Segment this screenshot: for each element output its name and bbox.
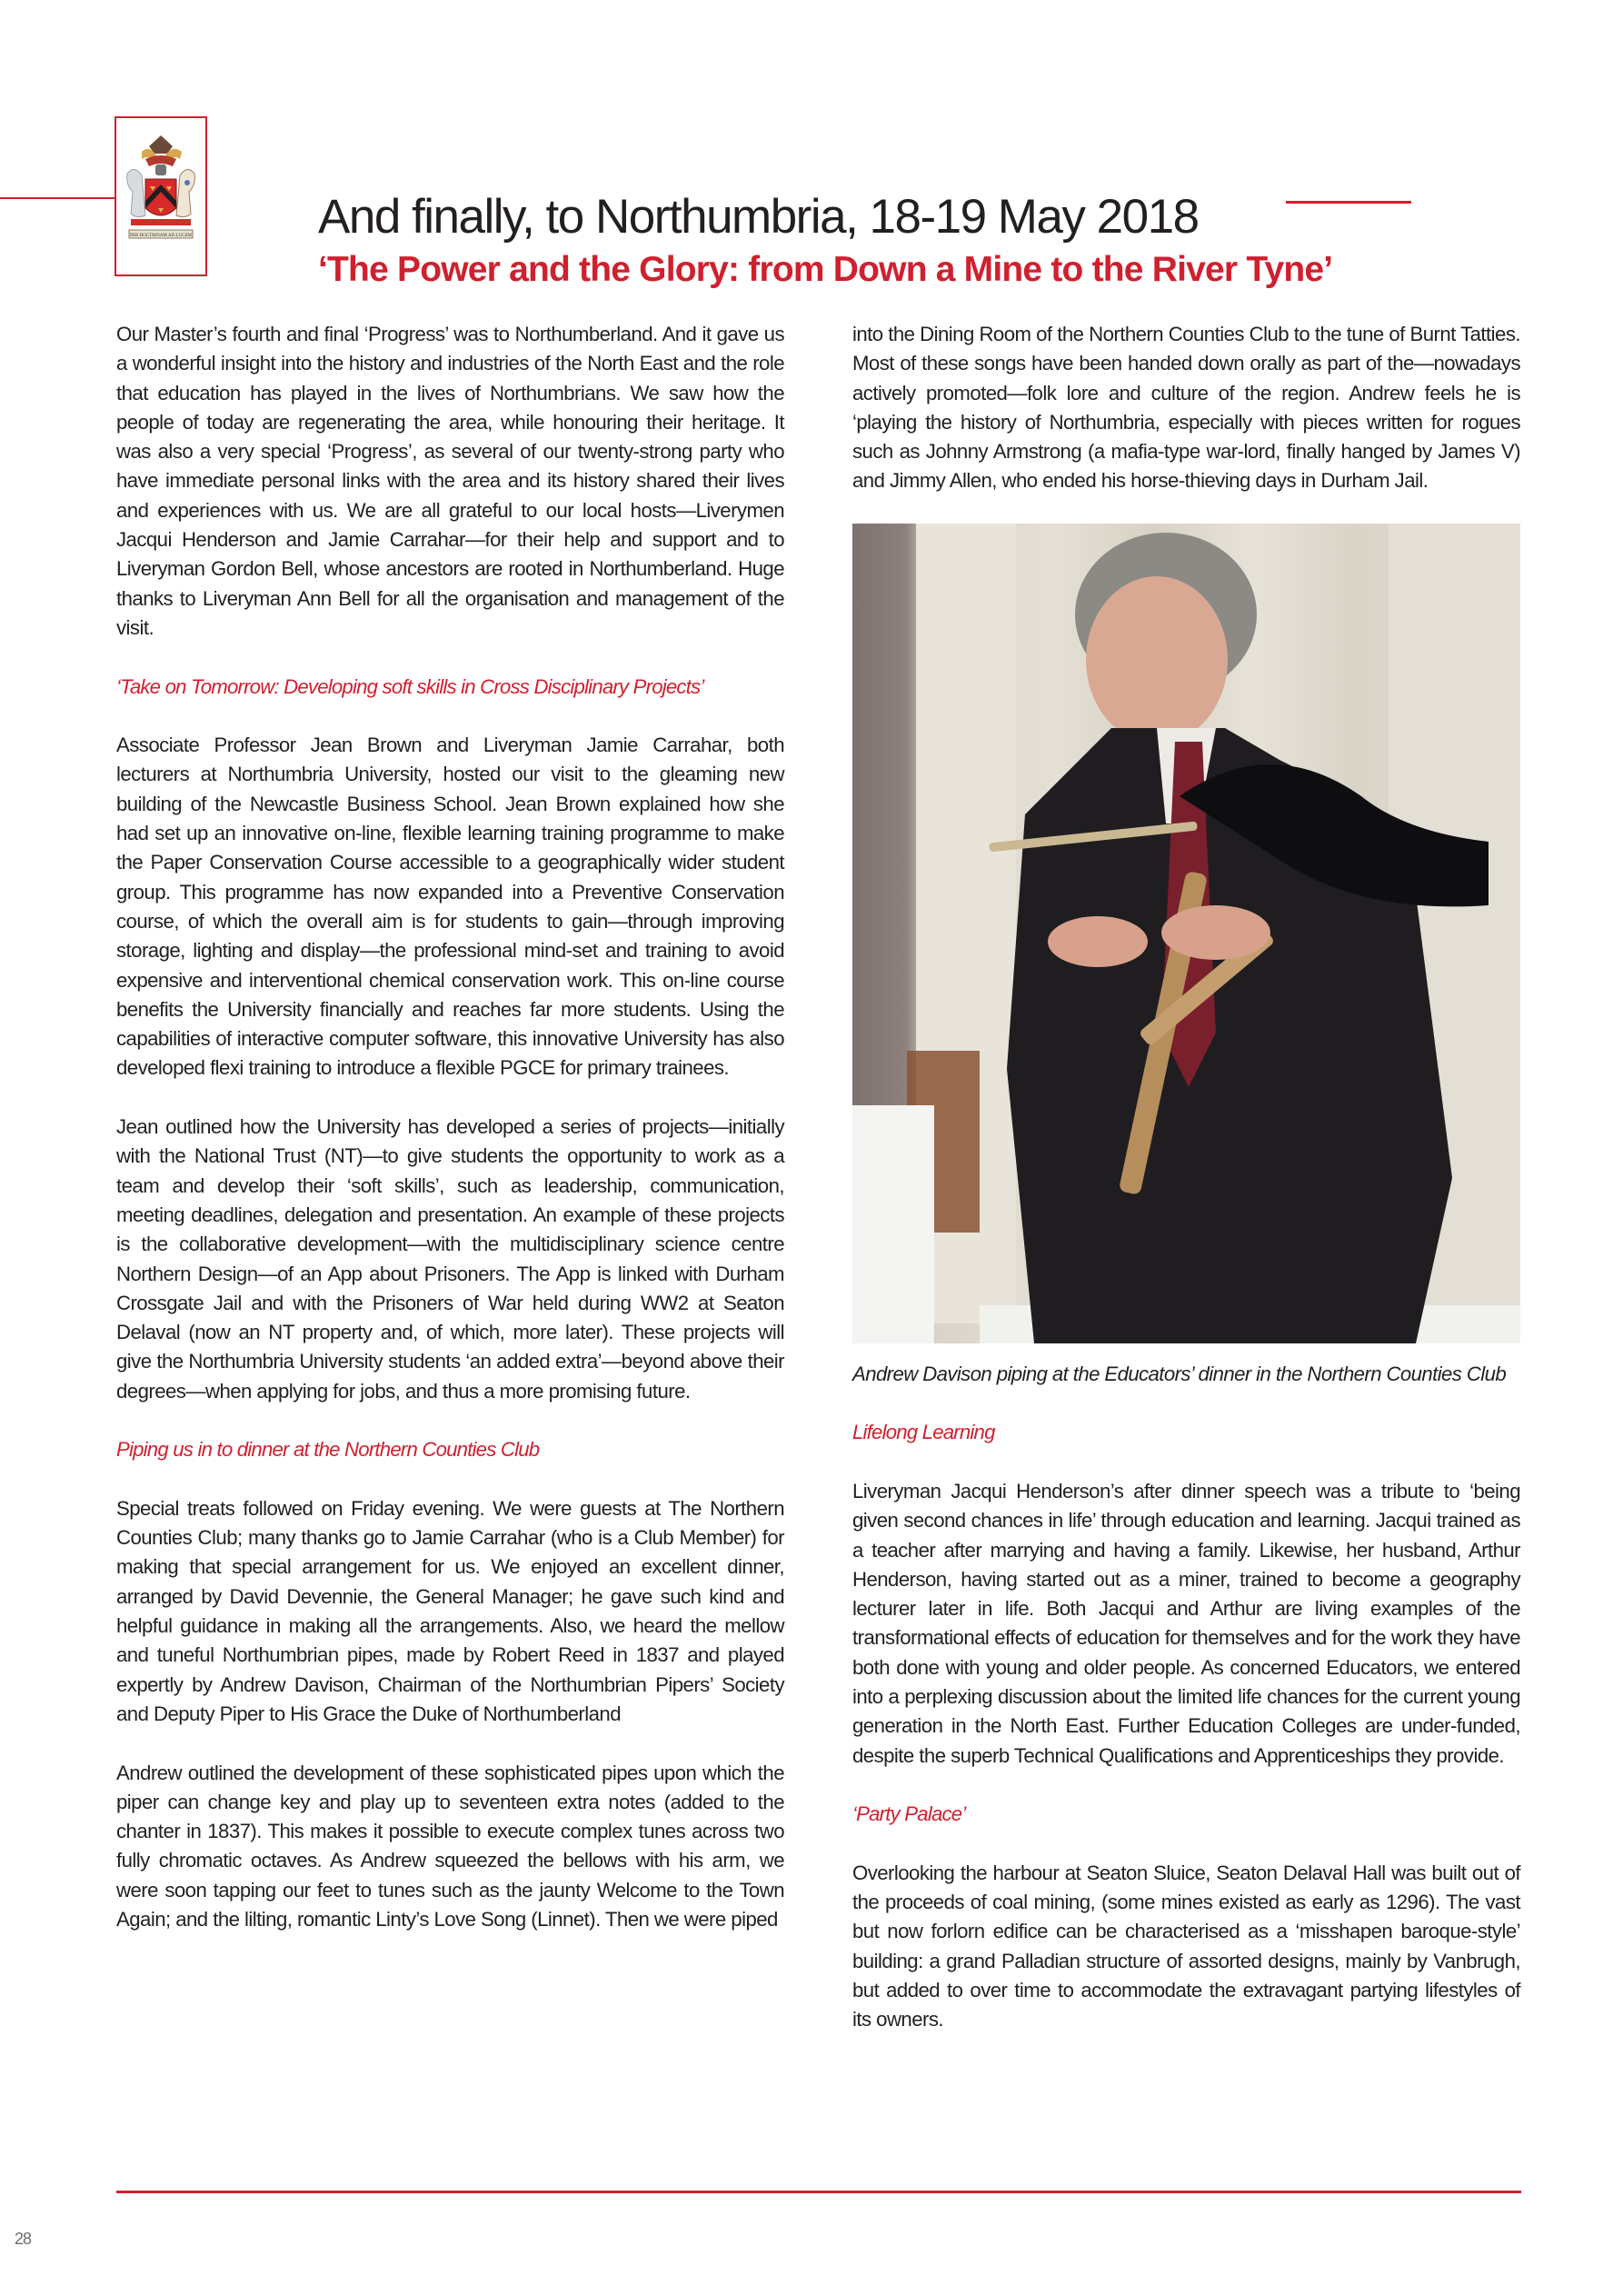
right-column — [852, 320, 1520, 2035]
header-rule-left — [0, 197, 115, 199]
section-heading-piping: Piping us in to dinner at the Northern Counties Club — [116, 1438, 540, 1462]
left-column — [116, 320, 784, 1934]
paragraph: Jean outlined how the University has developed a series of projects—initially with the National Trust (NT)—to give students the opportunity to work as a team and develop their ‘soft skills’, such as leadership, communication, meeting deadlines, delegation and presentation. An example of these projects is the collaborative development—with the multidisciplinary science centre Northern Design—of an App about Prisoners. The App is linked with Durham Crossgate Jail and with the Prisoners of War held during WW2 at Seaton Delaval (now an NT property and, of which, more later). These projects will give the Northumbria University students ‘an added extra’—beyond above their degrees—when applying for jobs, and thus a more promising future. — [116, 1115, 784, 1403]
page-number: 28 — [15, 2230, 32, 2248]
page-subtitle: ‘The Power and the Glory: from Down a Mine to the River Tyne’ — [318, 250, 1333, 290]
crest-motto: PER DOCTRINAM AD LUCEM — [130, 234, 192, 238]
paragraph: Liveryman Jacqui Henderson’s after dinner speech was a tribute to ‘being given second chances in life’ through education and learning. Jacqui trained as a teacher after marrying and having a family. Likewise, her husband, Arthur Henderson, having started out as a miner, trained to become a geography lecturer later in life. Both Jacqui and Arthur are living examples of the transformational effects of education for themselves and for the work they have both done with young and older people. As concerned Educators, we entered into a perplexing discussion about the limited life chances for the current young generation in the North East. Further Education Colleges are under-funded, despite the superb Technical Qualifications and Apprenticeships they provide. — [852, 1479, 1520, 1767]
intro-paragraph: Our Master’s fourth and final ‘Progress’ was to Northumberland. And it gave us a wonderful insight into the history and industries of the North East and the role that education has played in the lives of Northumbrians. We saw how the people of today are regenerating the area, while honouring their heritage. It was also a very special ‘Progress’, as several of our twenty-strong party who have immediate personal links with the area and its history shared their lives and experiences with us. We are all grateful to our local hosts—Liverymen Jacqui Henderson and Jamie Carrahar—for their help and support and to Liveryman Gordon Bell, whose ancestors are rooted in Northumberland. Huge thanks to Liveryman Ann Bell for all the organisation and management of the visit. — [116, 323, 784, 639]
section-heading-take-on-tomorrow: ‘Take on Tomorrow: Developing soft skills in Cross Disciplinary Projects’ — [116, 674, 704, 698]
section-heading-lifelong-learning: Lifelong Learning — [852, 1421, 995, 1444]
paragraph: Overlooking the harbour at Seaton Sluice, Seaton Delaval Hall was built out of the proceeds of coal mining, (some mines existed as early as 1296). The vast but now forlorn edifice can be characterised as a ‘misshapen baroque-style’ building: a grand Palladian structure of assorted designs, mainly by Vanbrugh, but added to over time to accommodate the extravagant partying lifestyles of its owners. — [852, 1861, 1520, 2031]
paragraph: Special treats followed on Friday evening. We were guests at The Northern Counties Club; many thanks go to Jamie Carrahar (who is a Club Member) for making that special arrangement for us. We enjoyed an excellent dinner, arranged by David Devennie, the General Manager; he gave such kind and helpful guidance in making all the arrangements. Also, we heard the mellow and tuneful Northumbrian pipes, made by Robert Reed in 1837 and played expertly by Andrew Davison, Chairman of the Northumbrian Pipers’ Society and Deputy Piper to His Grace the Duke of Northumberland — [116, 1496, 784, 1725]
paragraph: into the Dining Room of the Northern Counties Club to the tune of Burnt Tatties. Most of these songs have been handed down orally as part of the—nowadays actively promoted—folk lore and culture of the region. Andrew feels he is ‘playing the history of Northumbria, especially with pieces written for rogues such as Johnny Armstrong (a mafia-type war-lord, finally hanged by James V) and Jimmy Allen, who ended his horse-thieving days in Durham Jail. — [852, 323, 1520, 493]
title-rule — [1286, 201, 1411, 204]
page-title: And finally, to Northumbria, 18-19 May 2018 — [318, 189, 1199, 244]
piper-photo — [852, 524, 1520, 1343]
paragraph: Andrew outlined the development of these sophisticated pipes upon which the piper can change key and play up to seventeen extra notes (added to the chanter in 1837). This makes it possible to execute complex tunes across two fully chromatic octaves. As Andrew squeezed the bellows with his arm, we were soon tapping our feet to tunes such as the jaunty Welcome to the Town Again; and the lilting, romantic Linty’s Love Song (Linnet). Then we were piped — [116, 1761, 784, 1932]
photo-caption: Andrew Davison piping at the Educators’ dinner in the Northern Counties Club — [852, 1362, 1507, 1385]
coat-of-arms-logo — [115, 116, 207, 276]
footer-rule — [116, 2191, 1521, 2193]
paragraph: Associate Professor Jean Brown and Liveryman Jamie Carrahar, both lecturers at Northumbria University, hosted our visit to the gleaming new building of the Newcastle Business School. Jean Brown explained how she had set up an innovative on-line, flexible learning training programme to make the Paper Conservation Course accessible to a geographically wider student group. This programme has now expanded into a Preventive Conservation course, of which the overall aim is for students to gain—through improving storage, lighting and display—the professional mind-set and training to avoid expensive and interventional chemical conservation work. This on-line course benefits the University financially and reaches far more students. Using the capabilities of interactive computer software, this innovative University has also developed flexi training to introduce a flexible PGCE for primary trainees. — [116, 734, 784, 1080]
crest-icon — [122, 128, 200, 265]
section-heading-party-palace: ‘Party Palace’ — [852, 1802, 966, 1826]
photo-illustration — [852, 524, 1520, 1343]
